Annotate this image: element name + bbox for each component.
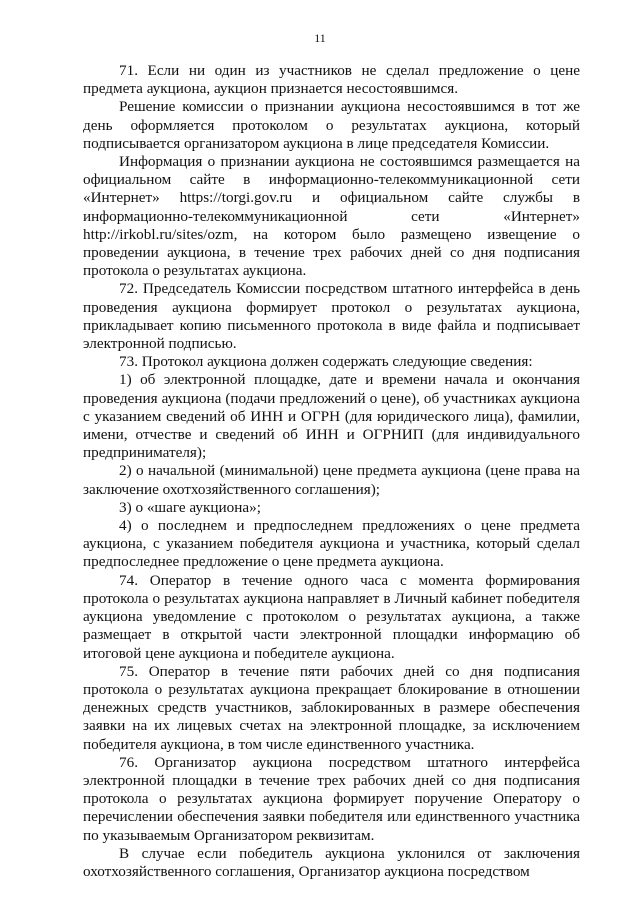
paragraph-commission-decision: Решение комиссии о признании аукциона несостоявшимся в тот же день оформляется протоколом о результатах аукциона, который подписывается организатором аукциона в лице председателя Комиссии. [83,98,580,152]
paragraph-75: 75. Оператор в течение пяти рабочих дней со дня подписания протокола о результатах аукциона прекращает блокирование в отношении денежных средств участников, заблокированных в размере обеспечения заявки на их лицевых счетах на электронной площадке, за исключением победителя аукциона, в том числе единственного участника. [83,662,580,753]
paragraph-76: 76. Организатор аукциона посредством штатного интерфейса электронной площадки в течение трех рабочих дней со дня подписания протокола о результатах аукциона формирует поручение Оператору о перечислении обеспечения заявки победителя или единственного участника по указываемым Организатором реквизитам. [83,753,580,844]
list-item-1: 1) об электронной площадке, дате и времени начала и окончания проведения аукциона (подачи предложений о цене), об участниках аукциона с указанием сведений об ИНН и ОГРН (для юридического лица), фамилии, имени, отчестве и сведений об ИНН и ОГРНИП (для индивидуального предпринимателя); [83,371,580,462]
paragraph-72: 72. Председатель Комиссии посредством штатного интерфейса в день проведения аукциона формирует протокол о результатах аукциона, прикладывает копию письменного протокола в виде файла и подписывает электронной подписью. [83,280,580,353]
list-item-2: 2) о начальной (минимальной) цене предмета аукциона (цене права на заключение охотхозяйственного соглашения); [83,462,580,498]
paragraph-73: 73. Протокол аукциона должен содержать следующие сведения: [119,353,533,371]
list-item-3: 3) о «шаге аукциона»; [119,498,261,516]
paragraph-71: 71. Если ни один из участников не сделал предложение о цене предмета аукциона, аукцион признается несостоявшимся. [83,62,580,98]
list-item-4: 4) о последнем и предпоследнем предложениях о цене предмета аукциона, с указанием победителя аукциона и участника, который сделал предпоследнее предложение о цене предмета аукциона. [83,517,580,571]
document-body [83,62,580,881]
paragraph-publication-info: Информация о признании аукциона не состоявшимся размещается на официальном сайте в информационно-телекоммуникационной сети «Интернет» https://torgi.gov.ru и официальном сайте службы в информационно-телекоммуникационной сети «Интернет» http://irkobl.ru/sites/ozm, на котором было размещено извещение о проведении аукциона, в течение трех рабочих дней со дня подписания протокола о результатах аукциона. [83,153,580,280]
page-number: 11 [314,31,326,45]
paragraph-74: 74. Оператор в течение одного часа с момента формирования протокола о результатах аукциона направляет в Личный кабинет победителя аукциона уведомление с протоколом о результатах аукциона, а также размещает в открытой части электронной площадки информацию об итоговой цене аукциона и победителе аукциона. [83,571,580,662]
paragraph-evasion-case: В случае если победитель аукциона уклонился от заключения охотхозяйственного соглашения, Организатор аукциона посредством [83,844,580,880]
